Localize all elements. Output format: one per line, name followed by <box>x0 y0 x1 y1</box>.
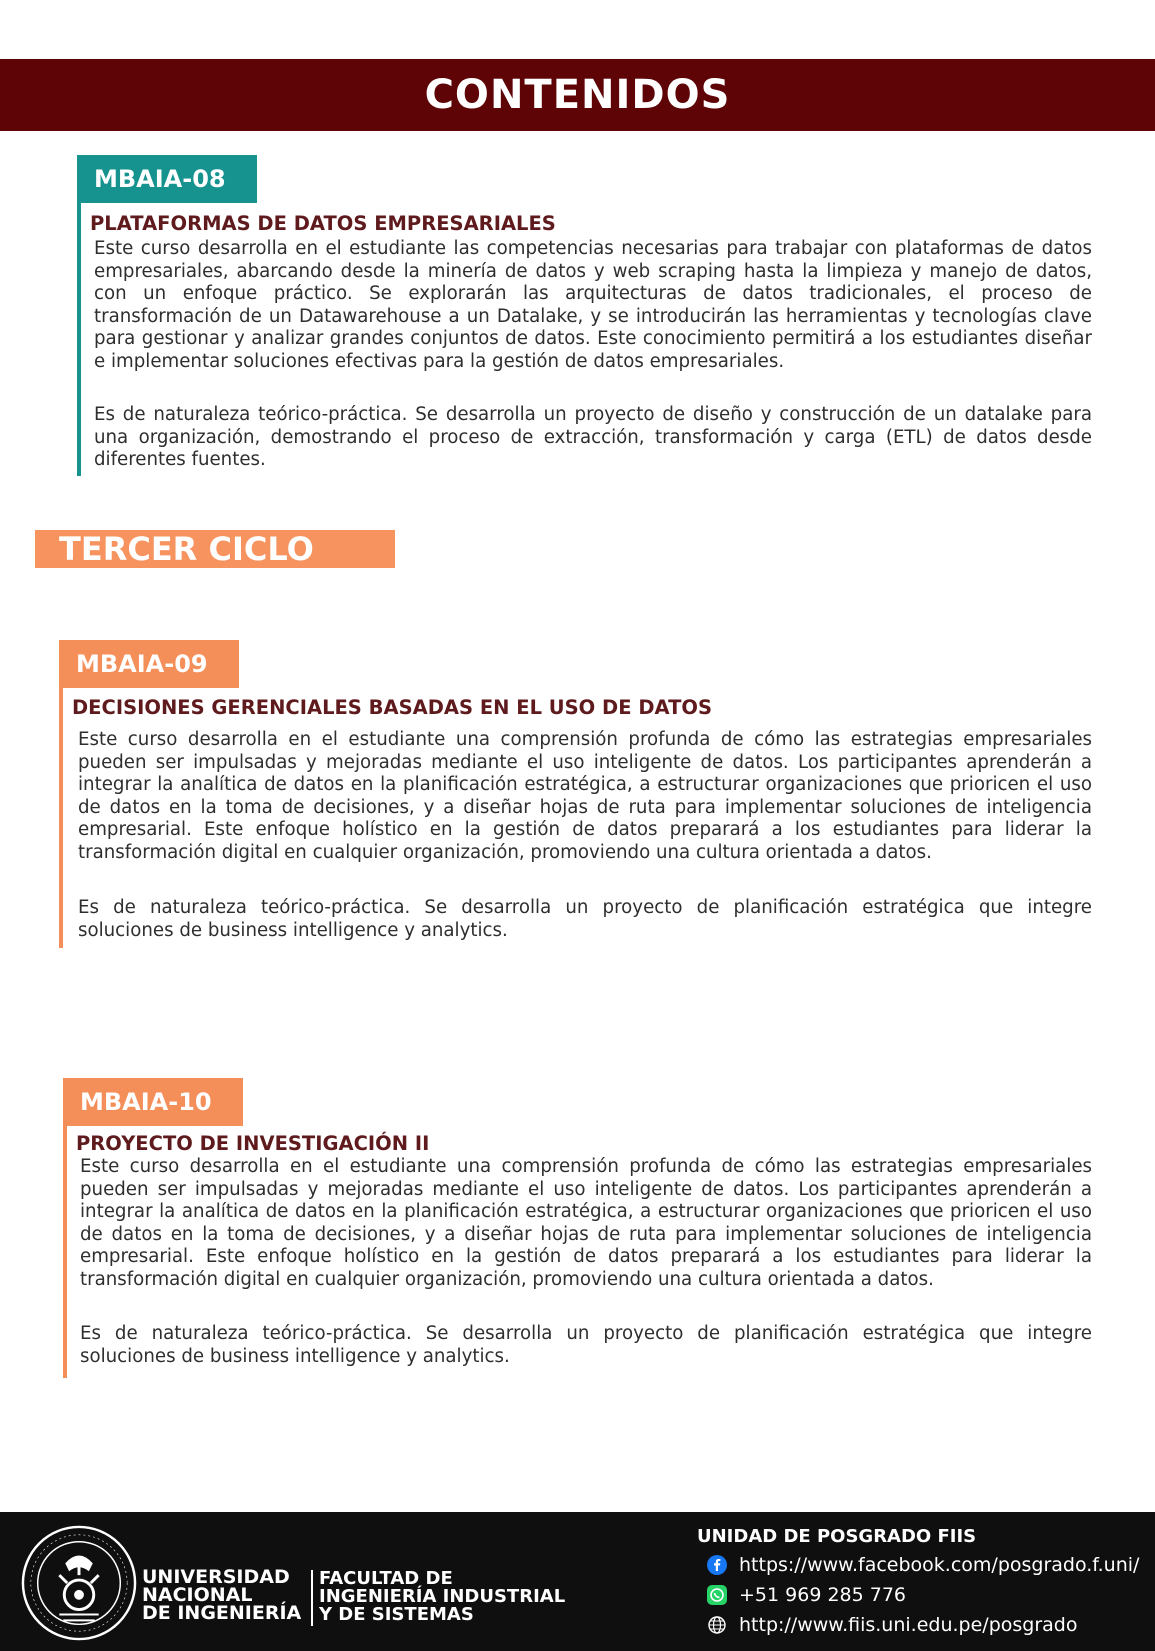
header-banner <box>0 59 1155 131</box>
course-description: Este curso desarrolla en el estudiante una comprensión profunda de cómo las estrategias empresariales pueden ser impulsadas y mejoradas mediante el uso inteligente de datos. Los participantes aprenderán a integrar la analítica de datos en la planificación estratégica, a estructurar organizaciones que prioricen el uso de datos en la toma de decisiones, y a diseñar hojas de ruta para implementar soluciones de inteligencia empresarial. Este enfoque holístico en la gestión de datos preparará a los estudiantes para liderar la transformación digital en cualquier organización, promoviendo una cultura orientada a datos. <box>78 729 1092 863</box>
university-seal-icon <box>20 1524 138 1642</box>
course-body <box>59 688 1092 948</box>
footer-divider <box>311 1570 313 1626</box>
whatsapp-link[interactable] <box>707 1584 906 1606</box>
faculty-name-line: INGENIERÍA INDUSTRIAL <box>319 1586 566 1607</box>
course-body <box>77 203 1092 476</box>
facebook-icon <box>707 1555 727 1575</box>
course-description: Este curso desarrolla en el estudiante una comprensión profunda de cómo las estrategias empresariales pueden ser impulsadas y mejoradas mediante el uso inteligente de datos. Los participantes aprenderán a integrar la analítica de datos en la planificación estratégica, a estructurar organizaciones que prioricen el uso de datos en la toma de decisiones, y a diseñar hojas de ruta para implementar soluciones de inteligencia empresarial. Este enfoque holístico en la gestión de datos preparará a los estudiantes para liderar la transformación digital en cualquier organización, promoviendo una cultura orientada a datos. <box>80 1156 1092 1290</box>
course-title: PLATAFORMAS DE DATOS EMPRESARIALES <box>90 212 556 235</box>
course-nature: Es de naturaleza teórico-práctica. Se desarrolla un proyecto de planificación estratégica que integre soluciones de business intelligence y analytics. <box>80 1323 1092 1367</box>
faculty-name-line: Y DE SISTEMAS <box>319 1604 474 1625</box>
course-code-tag: MBAIA-08 <box>77 155 257 203</box>
globe-icon <box>707 1615 727 1635</box>
contact-title: UNIDAD DE POSGRADO FIIS <box>697 1526 977 1547</box>
course-block-mbaia-09 <box>59 640 1092 948</box>
phone-number[interactable]: +51 969 285 776 <box>739 1584 907 1606</box>
page-title: CONTENIDOS <box>424 72 731 118</box>
course-title: DECISIONES GERENCIALES BASADAS EN EL USO DE DATOS <box>72 696 713 719</box>
facebook-url[interactable]: https://www.facebook.com/posgrado.f.uni/ <box>739 1554 1140 1576</box>
cycle-heading: TERCER CICLO <box>35 530 395 568</box>
course-code-tag: MBAIA-09 <box>59 640 239 688</box>
faculty-name-line: FACULTAD DE <box>319 1568 453 1589</box>
course-nature: Es de naturaleza teórico-práctica. Se desarrolla un proyecto de diseño y construcción de un datalake para una organización, demostrando el proceso de extracción, transformación y carga (ETL) de datos desde diferentes fuentes. <box>94 404 1092 471</box>
course-description: Este curso desarrolla en el estudiante las competencias necesarias para trabajar con plataformas de datos empresariales, abarcando desde la minería de datos y web scraping hasta la limpieza y manejo de datos, con un enfoque práctico. Se explorarán las arquitecturas de datos tradicionales, el proceso de transformación de un Datawarehouse a un Datalake, y se introducirán las herramientas y tecnologías clave para gestionar y analizar grandes conjuntos de datos. Este conocimiento permitirá a los estudiantes diseñar e implementar soluciones efectivas para la gestión de datos empresariales. <box>94 238 1092 372</box>
website-link[interactable] <box>707 1614 1077 1636</box>
website-url[interactable]: http://www.fiis.uni.edu.pe/posgrado <box>739 1614 1078 1636</box>
whatsapp-icon <box>707 1585 727 1605</box>
university-name-line: DE INGENIERÍA <box>142 1602 302 1624</box>
course-block-mbaia-08 <box>77 155 1092 476</box>
course-code-tag: MBAIA-10 <box>63 1078 243 1126</box>
course-block-mbaia-10 <box>63 1078 1092 1378</box>
course-title: PROYECTO DE INVESTIGACIÓN II <box>76 1132 430 1155</box>
footer <box>0 1512 1155 1651</box>
facebook-link[interactable] <box>707 1554 1139 1576</box>
university-name <box>142 1568 301 1622</box>
course-body <box>63 1126 1092 1378</box>
university-name-line: UNIVERSIDAD <box>142 1566 290 1588</box>
university-name-line: NACIONAL <box>142 1584 253 1606</box>
faculty-name <box>319 1570 565 1624</box>
course-nature: Es de naturaleza teórico-práctica. Se desarrolla un proyecto de planificación estratégica que integre soluciones de business intelligence y analytics. <box>78 897 1092 941</box>
